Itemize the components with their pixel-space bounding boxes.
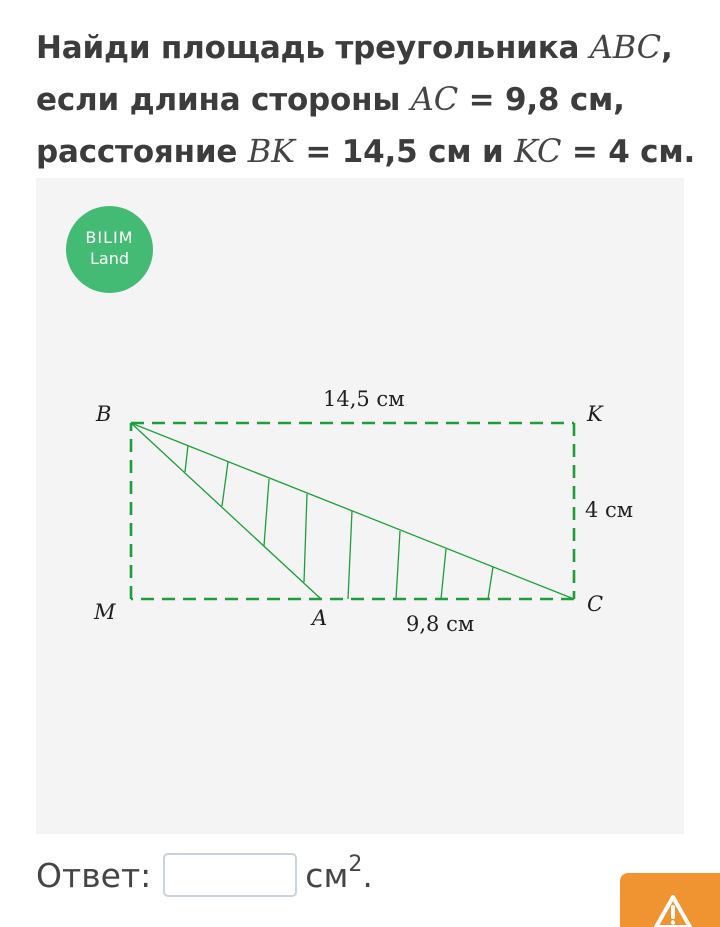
- math-ac: AC: [410, 80, 458, 118]
- logo-line2: Land: [89, 249, 129, 268]
- label-ac-length: 9,8 см: [406, 612, 475, 636]
- unit-power: 2: [348, 851, 363, 877]
- side-ba: [131, 423, 321, 599]
- label-c: C: [587, 592, 604, 616]
- question-text: [36, 22, 706, 178]
- question-part: Найди площадь треугольника: [36, 30, 590, 66]
- hatch-line: [488, 567, 493, 599]
- label-kc-length: 4 см: [585, 498, 634, 522]
- label-k: K: [587, 402, 603, 426]
- answer-unit: [305, 851, 373, 895]
- hatch-line: [185, 445, 188, 472]
- question-part: = 14,5 см и: [294, 134, 515, 170]
- hatch-line: [222, 462, 228, 506]
- label-m: M: [94, 600, 116, 624]
- hatch-line: [441, 549, 446, 599]
- hatching: [185, 445, 493, 599]
- question-part: = 9,8 см, расстояние: [36, 82, 625, 170]
- question-part: , если длина стороны: [36, 30, 673, 118]
- answer-label: Ответ:: [36, 855, 152, 895]
- unit-end: .: [362, 855, 373, 895]
- logo-line1: BILIM: [85, 228, 134, 247]
- math-kc: KC: [514, 132, 562, 170]
- math-bk: BK: [247, 132, 295, 170]
- answer-input[interactable]: [163, 853, 297, 897]
- report-problem-button[interactable]: [620, 873, 720, 927]
- label-b: B: [96, 402, 112, 426]
- unit-text: см: [305, 855, 349, 895]
- label-a: A: [312, 606, 328, 630]
- triangle-abc: [131, 423, 574, 599]
- label-bk-length: 14,5 см: [323, 387, 405, 411]
- answer-row: [36, 850, 373, 900]
- hatch-line: [264, 479, 269, 546]
- hatch-line: [348, 511, 352, 599]
- hatch-line: [396, 531, 400, 599]
- hatch-line: [304, 494, 307, 582]
- triangle-diagram: [36, 178, 684, 834]
- warning-icon: [653, 893, 693, 927]
- math-abc: ABC: [589, 28, 661, 66]
- side-bc: [131, 423, 574, 599]
- question-part: = 4 см.: [561, 134, 696, 170]
- figure-panel: [36, 178, 684, 834]
